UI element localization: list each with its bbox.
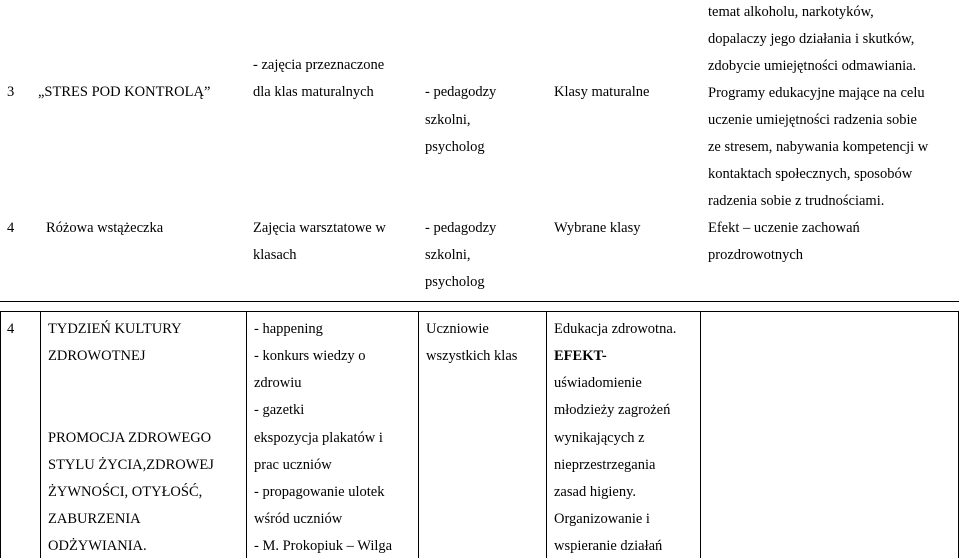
implementer-line: psycholog (425, 274, 485, 290)
goal-line: zasad higieny. (554, 484, 637, 500)
program-topic: STYLU ŻYCIA,ZDROWEJ (48, 457, 214, 473)
program-form-line: Zajęcia warsztatowe w (253, 220, 386, 236)
target-group: Wybrane klasy (554, 220, 641, 236)
goal-line: uświadomienie (554, 375, 642, 391)
table-border (700, 311, 701, 558)
row-number: 3 (7, 84, 15, 100)
goal-line: młodzieży zagrożeń (554, 402, 671, 418)
table-border (0, 311, 959, 312)
goal-line: Efekt – uczenie zachowań (708, 220, 860, 236)
form-line: - happening (254, 321, 323, 337)
goal-line: ze stresem, nabywania kompetencji w (708, 139, 929, 155)
goal-line: Programy edukacyjne mające na celu (708, 85, 925, 101)
program-form-line: klasach (253, 247, 297, 263)
goal-line: prozdrowotnych (708, 247, 804, 263)
program-form-line: - zajęcia przeznaczone (253, 57, 385, 73)
program-topic: PROMOCJA ZDROWEGO (48, 430, 212, 446)
goal-line: nieprzestrzegania (554, 457, 656, 473)
goal-line: radzenia sobie z trudnościami. (708, 193, 885, 209)
table-border (246, 311, 247, 558)
implementer-line: szkolni, (425, 247, 471, 263)
form-line: - M. Prokopiuk – Wilga (254, 538, 393, 554)
goal-line: dopalaczy jego działania i skutków, (708, 31, 915, 47)
program-name: „STRES POD KONTROLĄ” (38, 84, 211, 100)
goal-line: kontaktach społecznych, sposobów (708, 166, 913, 182)
implementer-line: - pedagodzy (425, 220, 497, 236)
table-border (40, 311, 41, 558)
table-border (0, 301, 959, 302)
form-line: ekspozycja plakatów i (254, 430, 383, 446)
target-group: Klasy maturalne (554, 84, 650, 100)
implementer-line: - pedagodzy (425, 84, 497, 100)
implementer-line: szkolni, (425, 112, 471, 128)
goal-line: Edukacja zdrowotna. (554, 321, 677, 337)
goal-line: temat alkoholu, narkotyków, (708, 4, 874, 20)
program-name: Różowa wstążeczka (46, 220, 164, 236)
program-form-line: dla klas maturalnych (253, 84, 374, 100)
program-name: ZDROWOTNEJ (48, 348, 146, 364)
program-topic: ŻYWNOŚCI, OTYŁOŚĆ, (48, 484, 203, 500)
row-number: 4 (7, 321, 15, 337)
goal-line: EFEKT- (554, 348, 607, 364)
form-line: wśród uczniów (254, 511, 343, 527)
table-border (0, 311, 1, 558)
form-line: - konkurs wiedzy o (254, 348, 366, 364)
form-line: prac uczniów (254, 457, 332, 473)
goal-line: wspieranie działań (554, 538, 663, 554)
goal-line: wynikających z (554, 430, 645, 446)
program-name: TYDZIEŃ KULTURY (48, 321, 182, 337)
form-line: - gazetki (254, 402, 305, 418)
target-group: Uczniowie (426, 321, 489, 337)
form-line: zdrowiu (254, 375, 302, 391)
goal-line: zdobycie umiejętności odmawiania. (708, 58, 917, 74)
target-group: wszystkich klas (426, 348, 518, 364)
implementer-line: psycholog (425, 139, 485, 155)
goal-line: uczenie umiejętności radzenia sobie (708, 112, 917, 128)
program-topic: ODŻYWIANIA. (48, 538, 147, 554)
table-border (546, 311, 547, 558)
program-topic: ZABURZENIA (48, 511, 141, 527)
row-number: 4 (7, 220, 15, 236)
form-line: - propagowanie ulotek (254, 484, 385, 500)
table-border (418, 311, 419, 558)
goal-line: Organizowanie i (554, 511, 650, 527)
